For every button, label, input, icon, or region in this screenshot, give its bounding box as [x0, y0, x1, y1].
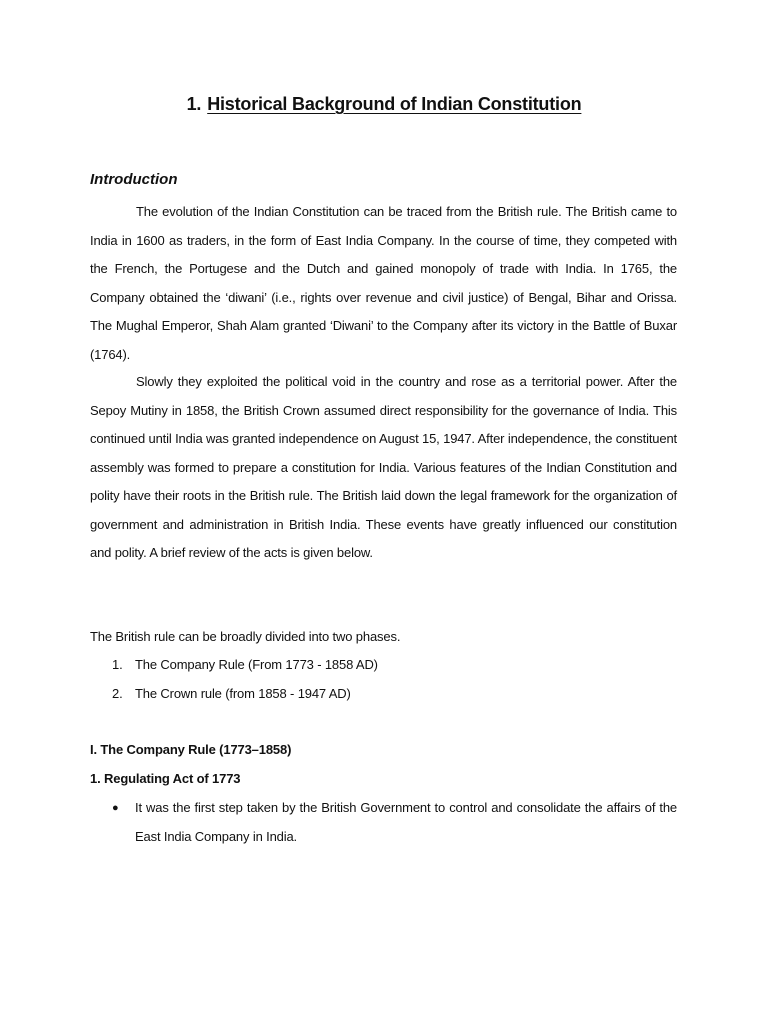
- phases-intro-text: The British rule can be broadly divided into two phases.: [90, 629, 401, 644]
- title-number: 1.: [186, 94, 202, 114]
- bullet-marker: ●: [112, 802, 119, 814]
- list-item: [112, 651, 378, 680]
- introduction-heading: Introduction: [90, 171, 178, 188]
- list-item: [112, 680, 378, 709]
- bullet-text: It was the first step taken by the British Government to control and consolidate the affairs of the East India Company in India.: [135, 800, 677, 844]
- list-marker: 2.: [112, 685, 123, 701]
- subsection-heading-regulating-act: 1. Regulating Act of 1773: [90, 771, 241, 786]
- page-title: [0, 94, 768, 115]
- bullet-item: [112, 794, 677, 851]
- list-item-text: The Company Rule (From 1773 - 1858 AD): [135, 657, 378, 672]
- phases-list: [112, 651, 378, 708]
- intro-paragraph-1: The evolution of the Indian Constitution can be traced from the British rule. The British came to India in 1600 as traders, in the form of East India Company. In the course of time, they competed with the French, the Portugese and the Dutch and gained monopoly of trade with India. In 1765, the Company obtained the ‘diwani’ (i.e., rights over revenue and civil justice) of Bengal, Bihar and Orissa. The Mughal Emperor, Shah Alam granted ‘Diwani’ to the Company after its victory in the Battle of Buxar (1764).: [90, 204, 677, 362]
- title-text: Historical Background of Indian Constitution: [207, 94, 582, 114]
- section-heading-company-rule: I. The Company Rule (1773–1858): [90, 742, 292, 757]
- list-marker: 1.: [112, 657, 123, 672]
- intro-paragraph-2: Slowly they exploited the political void in the country and rose as a territorial power. After the Sepoy Mutiny in 1858, the British Crown assumed direct responsibility for the governance of India. This continued until India was granted independence on August 15, 1947. After independence, the constituent assembly was formed to prepare a constitution for India. Various features of the Indian Constitution and polity have their roots in the British rule. The British laid down the legal framework for the organization of government and administration in British India. These events have greatly influenced our constitution and polity. A brief review of the acts is given below.: [90, 374, 677, 560]
- list-item-text: The Crown rule (from 1858 - 1947 AD): [135, 685, 351, 701]
